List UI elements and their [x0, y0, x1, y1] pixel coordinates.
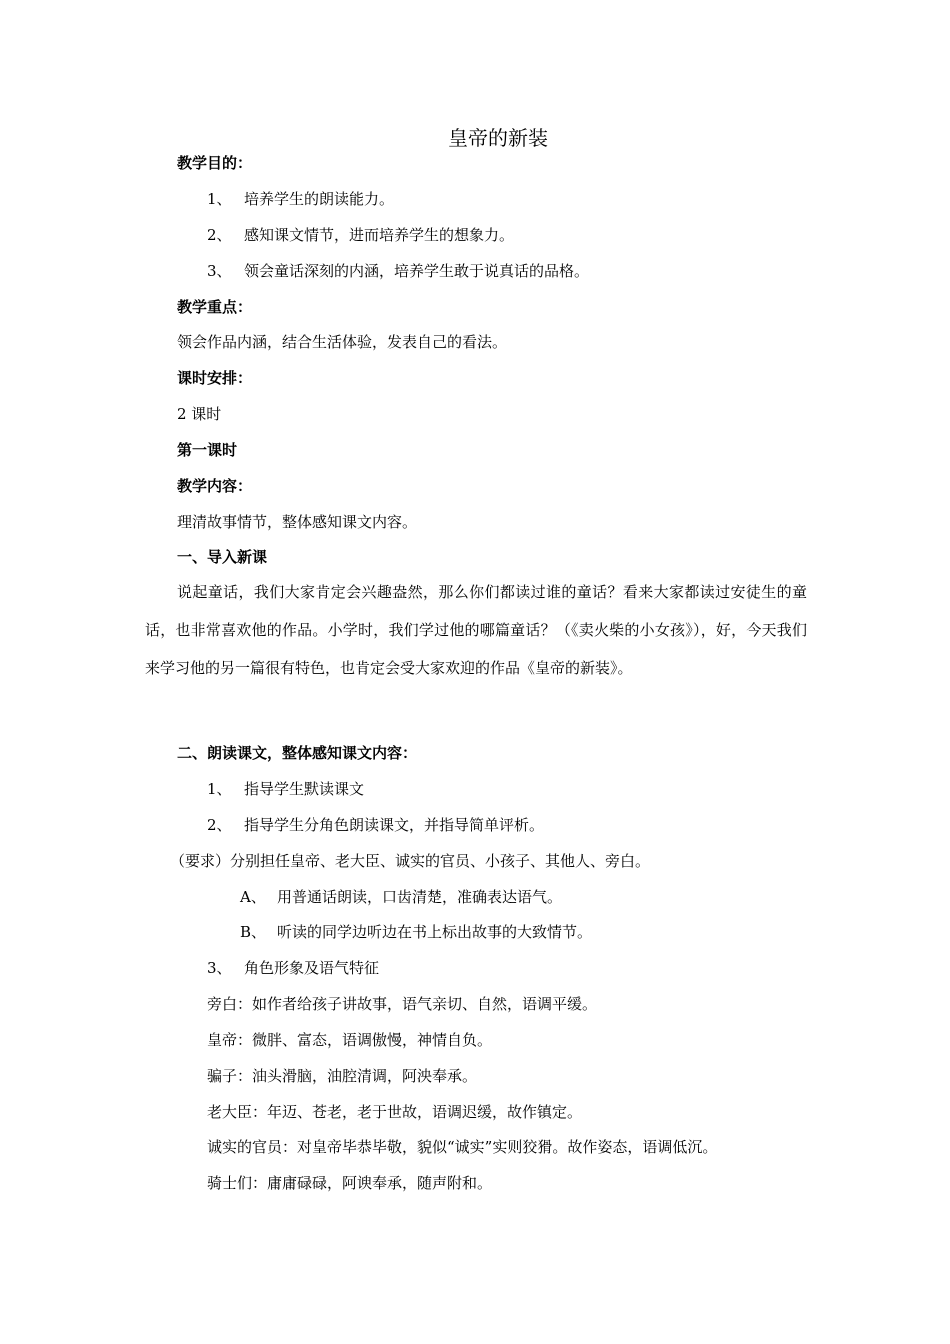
objective-item [207, 225, 514, 245]
role-line: 老大臣：年迈、苍老，老于世故，语调迟缓，故作镇定。 [207, 1103, 583, 1121]
objective-number: 3、 [207, 262, 232, 280]
content-heading: 教学内容： [177, 477, 253, 495]
sub-item-letter: A、 [240, 888, 266, 906]
objective-number: 1、 [207, 190, 232, 208]
role-line: 皇帝：微胖、富态，语调傲慢，神情自负。 [207, 1031, 493, 1049]
key-points-text: 领会作品内涵，结合生活体验，发表自己的看法。 [177, 333, 508, 351]
section2-text: 指导学生分角色朗读课文，并指导简单评析。 [244, 816, 545, 834]
key-points-heading: 教学重点： [177, 298, 253, 316]
requirement-text: （要求）分别担任皇帝、老大臣、诚实的官员、小孩子、其他人、旁白。 [170, 852, 651, 870]
role-line: 骑士们：庸庸碌碌，阿谀奉承，随声附和。 [207, 1174, 493, 1192]
role-line: 骗子：油头滑脑，油腔清调，阿泱奉承。 [207, 1067, 478, 1085]
section2-heading: 二、朗读课文，整体感知课文内容： [177, 744, 418, 762]
role-line: 诚实的官员：对皇帝毕恭毕敬，貌似“诚实”实则狡猾。故作姿态，语调低沉。 [207, 1138, 718, 1156]
section2-item [207, 958, 379, 978]
section2-item [207, 779, 364, 799]
lesson-heading: 第一课时 [177, 441, 238, 459]
objective-item [207, 261, 589, 281]
role-line: 旁白：如作者给孩子讲故事，语气亲切、自然，语调平缓。 [207, 995, 598, 1013]
section1-heading: 一、导入新课 [177, 548, 268, 566]
section2-text: 角色形象及语气特征 [244, 959, 380, 977]
sub-item-text: 听读的同学边听边在书上标出故事的大致情节。 [277, 923, 593, 941]
section2-number: 3、 [207, 959, 232, 977]
objective-text: 培养学生的朗读能力。 [244, 190, 395, 208]
schedule-text: 2 课时 [177, 405, 222, 423]
section2-item [207, 815, 544, 835]
objective-item [207, 189, 394, 209]
content-text: 理清故事情节，整体感知课文内容。 [177, 513, 418, 531]
document-title: 皇帝的新装 [448, 126, 548, 150]
section2-number: 1、 [207, 780, 232, 798]
schedule-heading: 课时安排： [177, 369, 253, 387]
sub-item-text: 用普通话朗读，口齿清楚，准确表达语气。 [277, 888, 563, 906]
section2-text: 指导学生默读课文 [244, 780, 365, 798]
objective-number: 2、 [207, 226, 232, 244]
section2-number: 2、 [207, 816, 232, 834]
intro-paragraph: 说起童话，我们大家肯定会兴趣盎然，那么你们都读过谁的童话？看来大家都读过安徒生的童话，也非常喜欢他的作品。小学时，我们学过他的哪篇童话？（《卖火柴的小女孩》），好，今天我们来学习他的另一篇很有特色，也肯定会受大家欢迎的作品《皇帝的新装》。 [145, 583, 807, 677]
objective-text: 感知课文情节，进而培养学生的想象力。 [244, 226, 515, 244]
sub-item-letter: B、 [240, 923, 267, 941]
sub-item [240, 887, 562, 907]
objective-text: 领会童话深刻的内涵，培养学生敢于说真话的品格。 [244, 262, 590, 280]
objectives-heading: 教学目的： [177, 154, 253, 172]
sub-item [240, 922, 592, 942]
